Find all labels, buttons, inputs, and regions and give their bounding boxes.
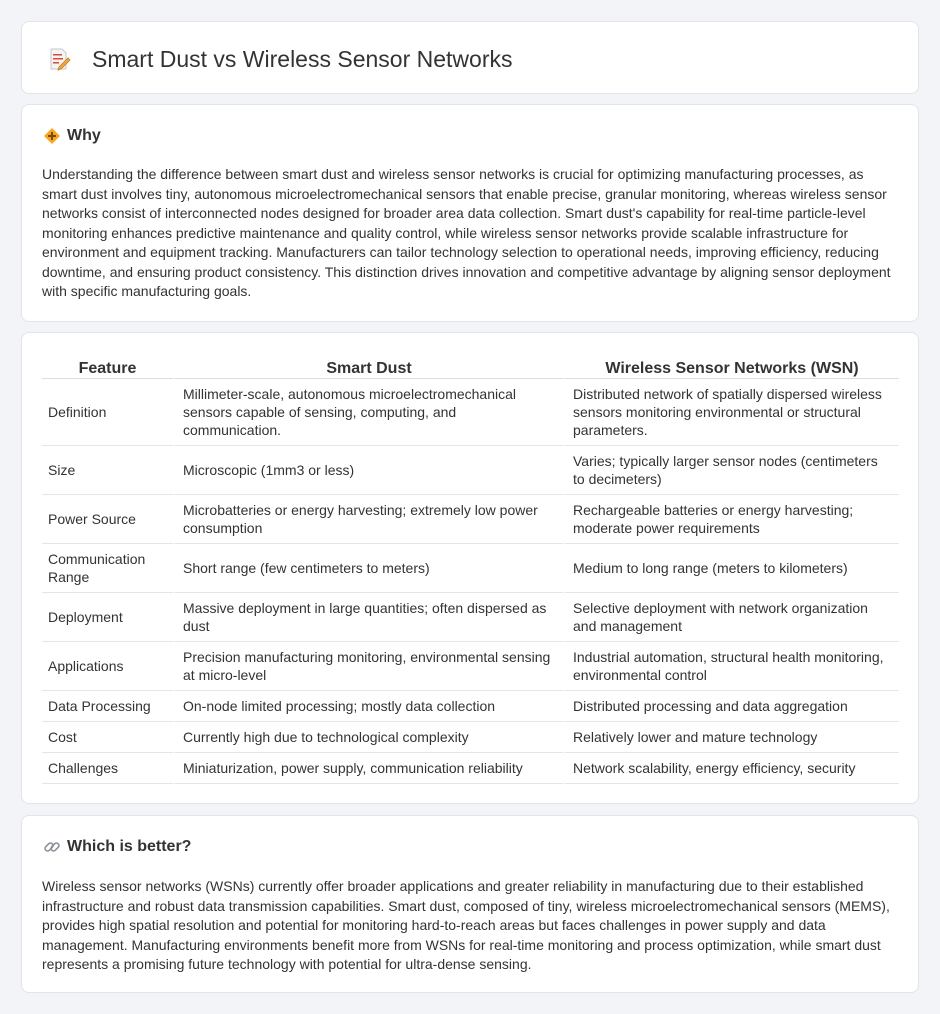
comparison-table — [42, 353, 899, 784]
row-smart-dust: Microscopic (1mm3 or less) — [173, 446, 563, 495]
document-pencil-icon — [46, 46, 72, 72]
header-wsn: Wireless Sensor Networks (WSN) — [563, 353, 899, 379]
row-wsn: Selective deployment with network organization and management — [563, 593, 899, 642]
table-row — [42, 495, 899, 544]
comparison-section — [21, 332, 919, 804]
row-smart-dust: Microbatteries or energy harvesting; extremely low power consumption — [173, 495, 563, 544]
row-wsn: Varies; typically larger sensor nodes (centimeters to decimeters) — [563, 446, 899, 495]
table-row — [42, 753, 899, 784]
row-smart-dust: On-node limited processing; mostly data collection — [173, 691, 563, 722]
row-feature: Definition — [42, 379, 173, 446]
table-row — [42, 379, 899, 446]
diamond-icon — [43, 127, 61, 145]
table-row — [42, 691, 899, 722]
why-heading — [43, 127, 101, 145]
row-feature: Data Processing — [42, 691, 173, 722]
why-section — [21, 104, 919, 322]
better-heading — [43, 838, 191, 856]
why-heading-text: Why — [67, 127, 101, 144]
row-feature: Communication Range — [42, 544, 173, 593]
row-wsn: Distributed processing and data aggregation — [563, 691, 899, 722]
row-wsn: Industrial automation, structural health monitoring, environmental control — [563, 642, 899, 691]
why-paragraph: Understanding the difference between smart dust and wireless sensor networks is crucial for optimizing manufacturing processes, as smart dust involves tiny, autonomous microelectromechanical sensors that enable precise, granular monitoring, whereas wireless sensor networks consist of interconnected nodes designed for broader area data collection. Smart dust's capability for real-time particle-level monitoring enhances predictive maintenance and quality control, while wireless sensor networks provide scalable infrastructure for environment and equipment tracking. Manufacturers can tailor technology selection to operational needs, improving efficiency, reducing downtime, and ensuring product consistency. This distinction drives innovation and competitive advantage by aligning sensor deployment with specific manufacturing goals. — [42, 166, 891, 299]
row-wsn: Relatively lower and mature technology — [563, 722, 899, 753]
table-row — [42, 446, 899, 495]
which-is-better-section — [21, 815, 919, 993]
row-feature: Power Source — [42, 495, 173, 544]
row-smart-dust: Millimeter-scale, autonomous microelectromechanical sensors capable of sensing, computing, and communication. — [173, 379, 563, 446]
table-row — [42, 642, 899, 691]
row-smart-dust: Miniaturization, power supply, communication reliability — [173, 753, 563, 784]
row-wsn: Network scalability, energy efficiency, security — [563, 753, 899, 784]
page-title: Smart Dust vs Wireless Sensor Networks — [92, 46, 513, 72]
row-wsn: Distributed network of spatially dispersed wireless sensors monitoring environmental or structural parameters. — [563, 379, 899, 446]
better-paragraph: Wireless sensor networks (WSNs) currently offer broader applications and greater reliability in manufacturing due to their established infrastructure and robust data transmission capabilities. Smart dust, composed of tiny, wireless microelectromechanical sensors (MEMS), provides high spatial resolution and potential for monitoring hard-to-reach areas but faces challenges in power supply and data management. Manufacturing environments benefit more from WSNs for real-time monitoring and process optimization, while smart dust represents a promising future technology with potential for ultra-dense sensing. — [42, 878, 890, 972]
table-row — [42, 593, 899, 642]
header-card — [21, 21, 919, 94]
table-row — [42, 722, 899, 753]
header-feature: Feature — [42, 353, 173, 379]
header-smart-dust: Smart Dust — [173, 353, 563, 379]
row-wsn: Rechargeable batteries or energy harvesting; moderate power requirements — [563, 495, 899, 544]
row-feature: Deployment — [42, 593, 173, 642]
row-smart-dust: Precision manufacturing monitoring, environmental sensing at micro-level — [173, 642, 563, 691]
table-row — [42, 544, 899, 593]
row-smart-dust: Short range (few centimeters to meters) — [173, 544, 563, 593]
row-feature: Size — [42, 446, 173, 495]
row-feature: Challenges — [42, 753, 173, 784]
better-heading-text: Which is better? — [67, 838, 192, 855]
table-header-row — [42, 353, 899, 379]
row-smart-dust: Currently high due to technological complexity — [173, 722, 563, 753]
row-feature: Cost — [42, 722, 173, 753]
link-icon — [43, 838, 61, 856]
row-wsn: Medium to long range (meters to kilometers) — [563, 544, 899, 593]
row-smart-dust: Massive deployment in large quantities; often dispersed as dust — [173, 593, 563, 642]
row-feature: Applications — [42, 642, 173, 691]
